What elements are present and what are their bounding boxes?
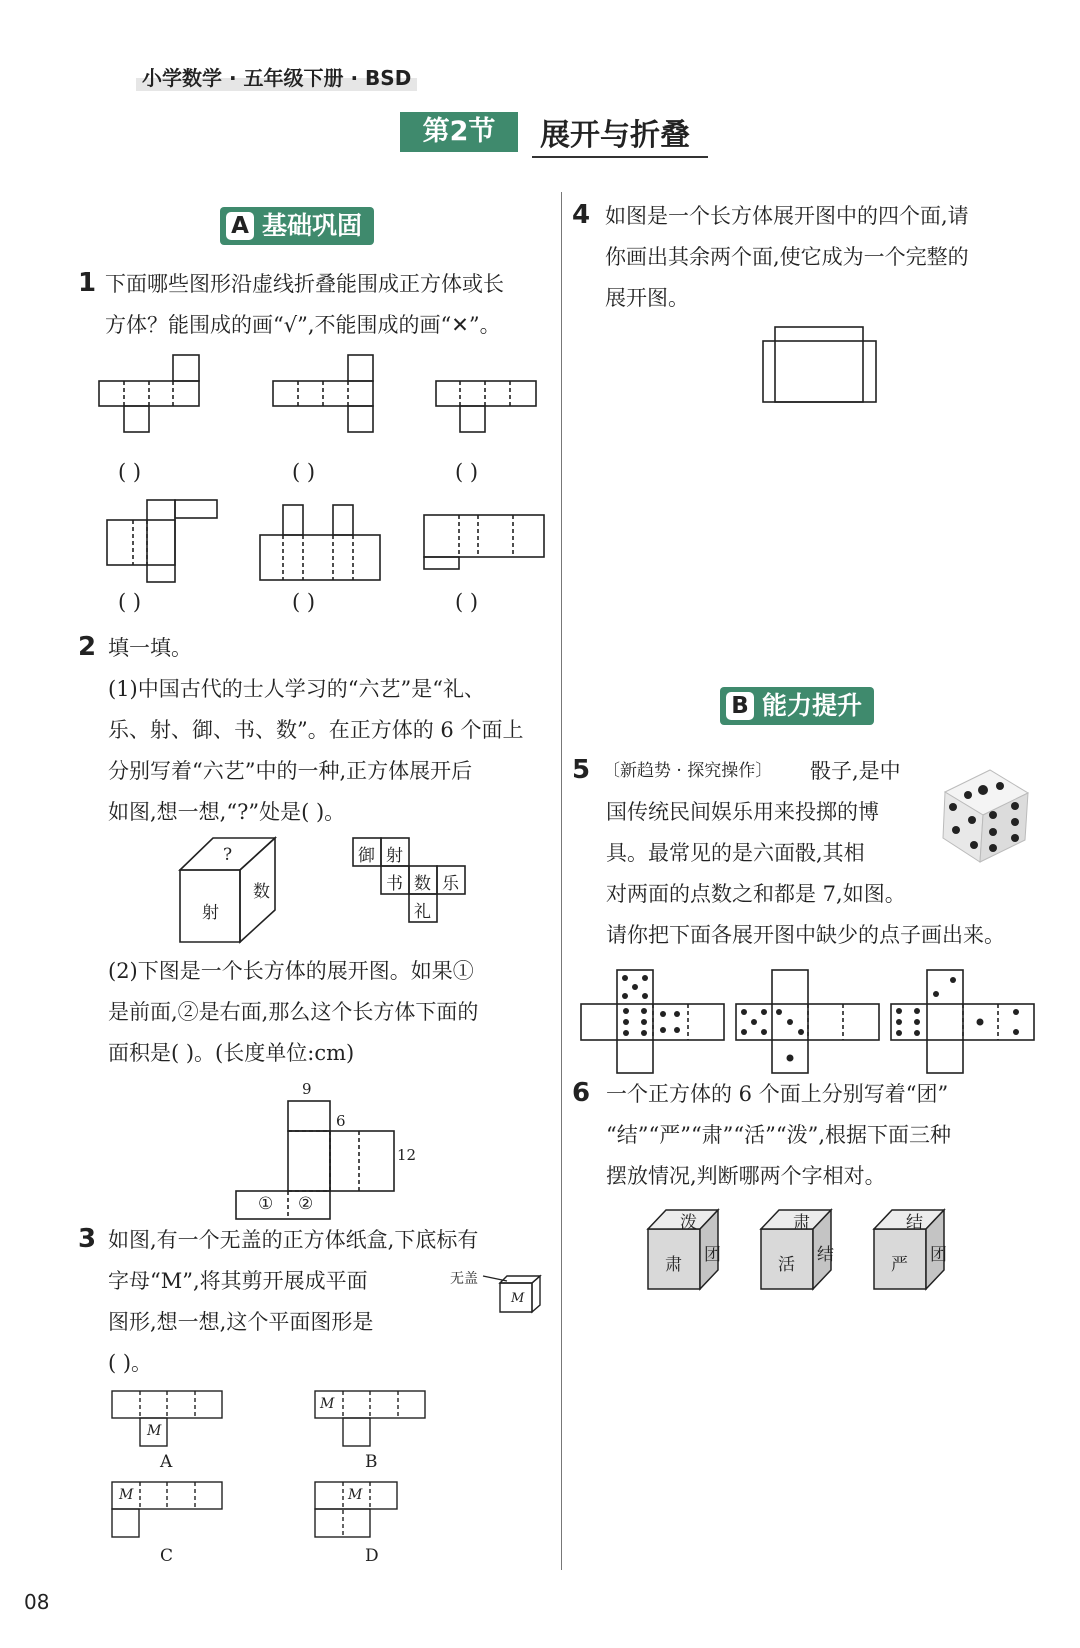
page-number: 08: [24, 1590, 50, 1614]
q6-cube2-top: 肃: [793, 1213, 810, 1233]
q1-number: 1: [78, 268, 97, 298]
q6-line2: “结”“严”“肃”“活”“泼”,根据下面三种: [606, 1123, 952, 1147]
q6-number: 6: [572, 1078, 591, 1108]
q5-number: 5: [572, 755, 591, 785]
q3-line3: 图形,想一想,这个平面图形是: [108, 1310, 374, 1334]
q5-line5: 请你把下面各展开图中缺少的点子画出来。: [606, 923, 1005, 947]
section-a-badge: A: [226, 212, 254, 240]
q2-net-shu: 书: [386, 874, 403, 894]
q2-p2-line1: (2)下图是一个长方体的展开图。如果①: [108, 959, 474, 983]
q2-intro: 填一填。: [108, 636, 192, 660]
q3-number: 3: [78, 1224, 97, 1254]
q2-p1-line3: 分别写着“六艺”中的一种,正方体展开后: [108, 759, 473, 783]
q6-cube3-top: 结: [906, 1213, 923, 1233]
q2-net-le: 乐: [442, 874, 459, 894]
q2-cube-top: ?: [223, 845, 233, 865]
q2-p1-line2: 乐、射、御、书、数”。在正方体的 6 个面上: [108, 718, 524, 742]
q1-text-line1: 下面哪些图形沿虚线折叠能围成正方体或长: [105, 272, 504, 296]
q2-p1-line4[interactable]: 如图,想一想,“?”处是( )。: [108, 800, 346, 824]
q6-cube2-side: 结: [817, 1245, 834, 1265]
q6-cube3-front: 严: [891, 1255, 908, 1275]
q6-cube3-side: 团: [930, 1245, 947, 1265]
q3-nolid-label: 无盖: [450, 1271, 478, 1287]
q3-option-d[interactable]: D: [365, 1546, 379, 1566]
q1-answer-blank-3[interactable]: ( ): [455, 460, 479, 484]
q5-line1: 骰子,是中: [810, 759, 901, 783]
q4-line3: 展开图。: [605, 286, 689, 310]
q4-number: 4: [572, 200, 591, 230]
q2-p1-line1: (1)中国古代的士人学习的“六艺”是“礼、: [108, 677, 485, 701]
q2-cube-front: 射: [202, 903, 219, 923]
q2-net-yu: 御: [358, 846, 375, 866]
q3-box-letter: M: [511, 1291, 525, 1306]
q2-cube-side: 数: [253, 882, 270, 902]
q3-line1: 如图,有一个无盖的正方体纸盒,下底标有: [108, 1228, 479, 1252]
q2-mark-1: ①: [258, 1194, 274, 1214]
q2-net-li: 礼: [414, 902, 431, 922]
q6-cube1-top: 泼: [680, 1213, 697, 1233]
section-b-label: 能力提升: [762, 691, 863, 720]
q6-cube2-front: 活: [778, 1255, 795, 1275]
section-a-label: 基础巩固: [262, 211, 363, 240]
q3-a-letter: M: [147, 1423, 162, 1439]
series-header: 小学数学 · 五年级下册 · BSD: [136, 62, 417, 91]
section-b-badge: B: [726, 692, 754, 720]
q5-tag: 〔新趋势 · 探究操作〕: [603, 761, 773, 781]
q3-option-c[interactable]: C: [160, 1546, 174, 1566]
q5-line2: 国传统民间娱乐用来投掷的博: [606, 800, 879, 824]
q5-line4: 对两面的点数之和都是 7,如图。: [606, 882, 906, 906]
q4-line2: 你画出其余两个面,使它成为一个完整的: [605, 245, 969, 269]
q2-dim-9: 9: [302, 1080, 312, 1098]
q5-line3: 具。最常见的是六面骰,其相: [606, 841, 865, 865]
q1-text-line2: 方体？能围成的画“√”,不能围成的画“✕”。: [105, 313, 501, 337]
q3-option-a[interactable]: A: [160, 1452, 173, 1472]
q2-dim-12: 12: [397, 1146, 417, 1164]
q6-cube1-front: 肃: [665, 1255, 682, 1275]
q4-line1: 如图是一个长方体展开图中的四个面,请: [605, 204, 969, 228]
q3-d-letter: M: [348, 1487, 363, 1503]
q3-line2: 字母“M”,将其剪开展成平面: [108, 1269, 368, 1293]
q2-p2-line2: 是前面,②是右面,那么这个长方体下面的: [108, 1000, 479, 1024]
page-title: 展开与折叠: [532, 110, 708, 158]
q2-mark-2: ②: [298, 1194, 314, 1214]
q1-answer-blank-1[interactable]: ( ): [118, 460, 142, 484]
q2-number: 2: [78, 632, 97, 662]
section-number: 第2节: [400, 112, 518, 152]
q3-line4[interactable]: ( )。: [108, 1351, 153, 1375]
q3-b-letter: M: [320, 1396, 335, 1412]
q1-answer-blank-4[interactable]: ( ): [118, 590, 142, 614]
q2-net-shu2: 数: [414, 874, 431, 894]
q1-answer-blank-5[interactable]: ( ): [292, 590, 316, 614]
q6-line1: 一个正方体的 6 个面上分别写着“团”: [606, 1082, 949, 1106]
q1-answer-blank-6[interactable]: ( ): [455, 590, 479, 614]
q6-cube1-side: 团: [704, 1245, 721, 1265]
q6-line3: 摆放情况,判断哪两个字相对。: [606, 1164, 886, 1188]
q1-answer-blank-2[interactable]: ( ): [292, 460, 316, 484]
q3-option-b[interactable]: B: [365, 1452, 378, 1472]
q2-dim-6: 6: [336, 1112, 346, 1130]
q2-net-she: 射: [386, 846, 403, 866]
q3-c-letter: M: [119, 1487, 134, 1503]
q2-p2-line3[interactable]: 面积是( )。(长度单位:cm): [108, 1041, 355, 1065]
